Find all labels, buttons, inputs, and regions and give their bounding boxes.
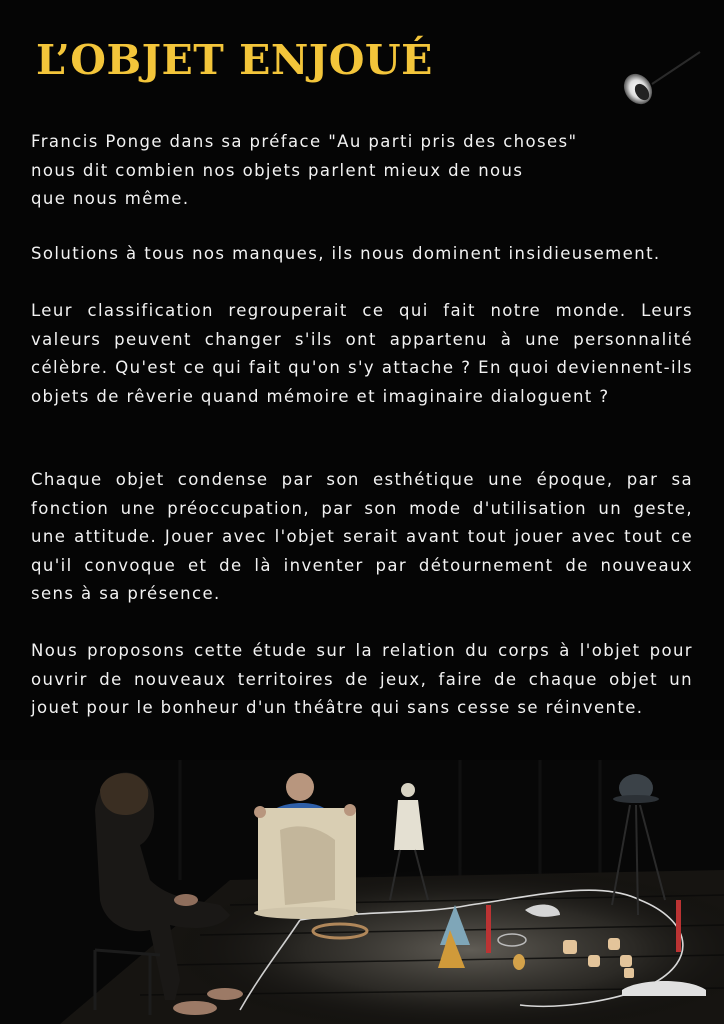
paragraph-solutions: Solutions à tous nos manques, ils nous dominent insidieusement.: [31, 244, 661, 263]
page-title: L’OBJET ENJOUÉ: [36, 36, 433, 84]
paragraph-classification: Leur classification regrouperait ce qui fait notre monde. Leurs valeurs peuvent changer s'ils ont appartenu à une personnalité célèbre. Qu'est ce qui fait qu'on s'y attache ? En quoi deviennent-ils objets de rêverie quand mémoire et imaginaire dialoguent ?: [31, 301, 693, 406]
paragraph-condense: Chaque objet condense par son esthétique une époque, par sa fonction une préoccupation, par son mode d'utilisation un geste, une attitude. Jouer avec l'objet serait avant tout jouer avec tout ce qu'il convoque et de là inventer par détournement de nouveaux sens à sa présence.: [31, 470, 693, 603]
paragraph-line: que nous même.: [31, 189, 190, 208]
paragraph-line: Francis Ponge dans sa préface "Au parti pris des choses": [31, 132, 578, 151]
paragraph-ponge: [31, 128, 693, 214]
stage-lamp: [618, 52, 700, 110]
paragraph-proposal: Nous proposons cette étude sur la relation du corps à l'objet pour ouvrir de nouveaux territoires de jeux, faire de chaque objet un jouet pour le bonheur d'un théâtre qui sans cesse se réinvente.: [31, 641, 693, 717]
paragraph-line: nous dit combien nos objets parlent mieux de nous: [31, 160, 524, 180]
